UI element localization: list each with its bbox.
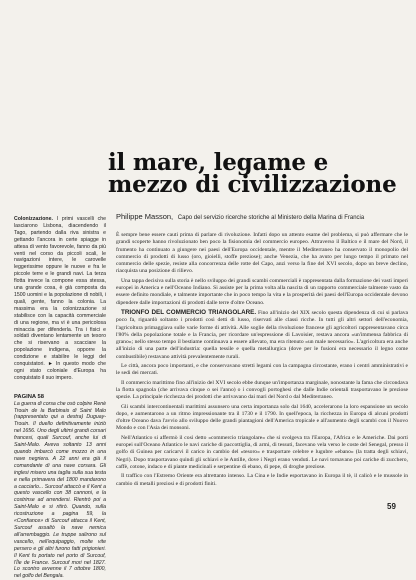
paragraph: Il traffico con l'Estremo Oriente era altrettanto intenso. La Cina e le Indie esportavano in Europa il tè, il calicò e le mussole in cambio di metalli preziosi e di prodotti finiti. xyxy=(116,473,408,487)
sidebar-text: I primi vascelli che lasciarono Lisbona, diacendendo il Tago, partendo dalla riva sinistra e gettando l'ancora in certe spiagge in attesa di vento favorevole, fanno da più venti nel corso da piccoli scali, le navigazioni intere, le carovelle leggerissime oppure le nuove e fra le piccole terre e le grandi navi. La terza flotta invece la compone essa stessa, una grande cosa, è già composta da 1500 uomini e la popolazione di nobili, i quali, gente, fanno la colonia. La massima era la colonizzazione si stabilisce con la capacità commerciale di una regione, ma vi è una pericolosa minaccia per difenderla. Tra i fisici e soldati diventano lentamente un tesoro che si riservano a scacciare la popolazione indigena, opporre la condizione e stabilire le leggi del conquistatori. xyxy=(14,216,106,368)
byline xyxy=(116,213,408,222)
paragraph: Gli scambi intercontinentali marittimi assunsero una certa importanza solo dal 1640, accelerarono la loro espansione un secolo dopo, e aumentarono a un ritmo impressionante tra il 1730 e il 1790. In quell'epoca, la ricchezza in Europa di alcuni prodotti d'oltre Oceano dava l'avvio allo sviluppo delle grandi piantagioni dell'America tropicale e all'aumento degli scambi con il Nuovo Mondo e con l'Asia dei monsoni. xyxy=(116,403,408,432)
sidebar-text-2: In questo modo che ogni stato coloniale d'Europa ha conquistato il suo impero. xyxy=(14,361,106,381)
section-heading: TRIONFO DEL COMMERCIO TRIANGOLARE. xyxy=(121,308,257,316)
page-number: 59 xyxy=(387,502,396,511)
author-role: Capo del servizio ricerche storiche al Ministero della Marina di Francia xyxy=(177,215,365,221)
sidebar-column xyxy=(14,216,106,580)
article-title: il mare, legame e mezzo di civilizzazione xyxy=(108,149,397,198)
paragraph xyxy=(116,309,408,361)
paragraph-text: Fino all'inizio del XIX secolo questa dipendenza di cui si parlava poco fa, riguardò soltanto i prodotti così detti di lusso, riservati alle classi ricche. In tutti gli altri settori dell'economia, l'agricoltura primaggiava sulle varie forme di attività. Alle soglie della rivoluzione francese gli agricoltori rappresentavano circa l'80% della popolazione totale e la Francia, per ricordare un'espressione di Lavoisier, restava ancora «un'immensa fabbrica di grano»; nello stesso tempo il bestiame continuava a essere allevato, ma era ritenuto «un male necessario». L'agricoltura era anche all'inizio di una parte dell'industria: quella tessile e quella metallurgica (dove per le fusioni era necessario il legno come combustibile) restavano attività prevalentemente rurali. xyxy=(116,309,408,360)
photo-caption: La guerra di corsa che osò colpire Renè Trouin de la Barbinais di Saint Malo (rappresentato qui a destra) Duguay-Trouin. Il duello definitivamente iniziò nel 1656. Uno degli ultimi grandi corsari francesi, quali Surcouf, anche lui di Saint-Malo. Aveva soltanto 13 anni quando imbarcò come mozzo in una nave negriera. A 22 anni era già il comandante di una nave corsara. Gli inglesi misero una taglia sulla sua testa e nella primavera del 1800 mandarono a cacciarlo... Surcouf attaccò e il Kent a questo vascello con 38 cannoni, e la costrinse ad arrendersi. Rientrò poi a Saint-Malo e si ritirò. Quando, sulla ricostruzione a pagina 59, la «Confiance» di Surcouf attacca il Kent, Surcouf assaltò la nave nemica all'arrembaggio. Le truppe salirono sul vascello, nell'equipaggio, molte vite persero e gli altri furono fatti prigionieri. Il Kent fu portato nel porto di Surcouf, l'Île de France. Surcouf mori nel 1827. Lo scontro avvenne il 7 ottobre 1800, nel golfo del Bengala. xyxy=(14,400,106,580)
arrow-icon: ► xyxy=(47,361,53,368)
paragraph: Nell'Atlantico si affermò il così detto «commercio triangolare» che si svolgeva tra l'Europa, l'Africa e le Americhe. Dai porti europei sull'Oceano Atlantico le navi cariche di paccottiglia, di armi, di tessuti, facevano vela verso le coste del Senegal, presso il golfo di Guinea per caricarvi il carico in cambio del «tesoro» e trasportare celebre e lugubre «ebano» (la tratta degli schiavi, Negri). Dopo trasportavano quindi gli schiavi e le Antille, dove i Negri erano venduti. Le navi tornavano poi cariche di zucchero, caffè, cotone, indaco e di piante medicinali e serpentine di ebano, di pepe, di droghe preziose. xyxy=(116,434,408,470)
paragraph: Il commercio marittimo fino all'inizio del XVI secolo ebbe dunque un'importanza marginale, nonostante la fama che circondava la flotta spagnola (che arrivava cinque o sei l'anno) o i convogli portoghesi che dalle Indie orientali trasportavano le preziose spezie. La principale ricchezza dei prodotti che arrivavano dai mari del Nord o dal Mediterraneo. xyxy=(116,379,408,401)
article-body xyxy=(116,232,408,490)
paragraph: Le città, ancora poco importanti, e che conservavano stretti legami con la campagna circostante, erano i centri amministrativi e le sedi dei mercati. xyxy=(116,363,408,377)
paragraph: Una tappa decisiva sulla storia è nello sviluppo dei grandi scambi commerciali è rappresentata dalla formazione dei vasti imperi europei in America e nell'Oceano Indiano. Si assiste per la prima volta alla nascita di un rapporto commerciale talmente vasto da essere definito mondiale, e talmente importante che in poco tempo la vita e la prosperità dei paesi dell'Europa occidentale devono dipendere dalle importazioni di prodotti dalle terre d'oltre Oceano. xyxy=(116,277,408,306)
sidebar-lead: Colonizzazione. xyxy=(14,216,53,222)
photo-label: PAGINA 58 xyxy=(14,393,44,400)
paragraph: È sempre bene essere cauti prima di parlare di rivoluzione. Infatti dopo un attento esame del problema, si può affermare che le grandi scoperte hanno rivoluzionato ben poco la fisionomia del commercio europeo. Attraverso il Baltico e il mare del Nord, il frumento ha continuato a giungere nei paesi dell'Europa occidentale, mentre il Mediterraneo ha conservato il monopolio del commercio di prodotti di lusso (oro, gioielli, stoffe preziose); anche Venezia, che ha avuto per lungo tempo il primato nel commercio delle spezie, resiste alla concorrenza delle rotte del Capo, anzi verso la fine del XVI secolo, dopo un breve declino, riacquista una posizione di rilievo. xyxy=(116,232,408,275)
author-name: Philippe Masson, xyxy=(116,212,174,221)
